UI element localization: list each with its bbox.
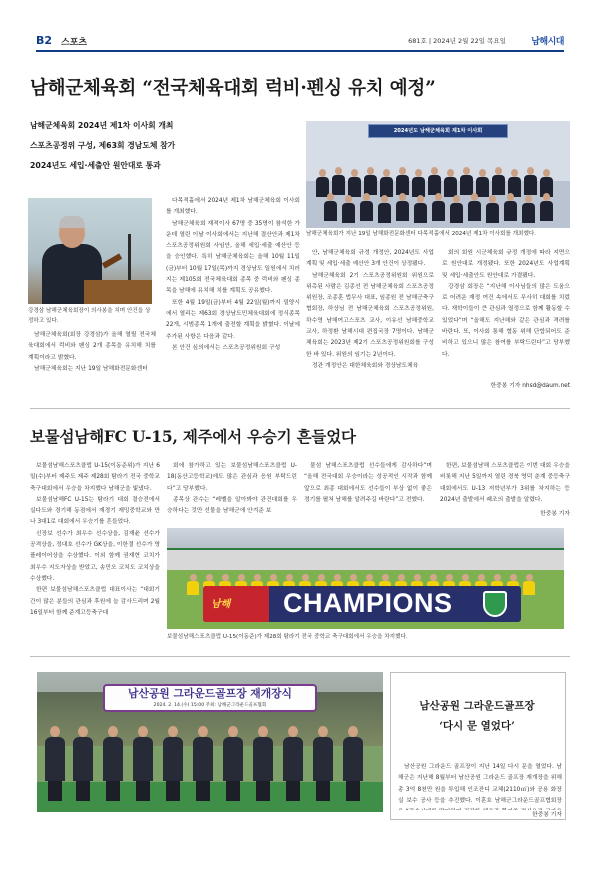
paragraph: 한편, 보물섬남해 스포츠클럽은 이번 대회 우승을 비롯해 지난 5일까지 열린 경북 영덕 춘계 중등축구대회에서도 U-13 저학년부가 3위를 차지하는 등 2024년 출발에서 쾌조의 출발을 알렸다.	[440, 463, 570, 503]
paragraph: 보물섬남해FC U-15는 탐라기 대회 결승전에서 실다도와 경기해 동점에서 재경기 재밍중학교와 만나 3대1로 대회에서 우승기를 흔들었다.	[30, 496, 160, 526]
photo-golf-ceremony[interactable]	[37, 672, 383, 812]
paragraph: 안, 남해군체육회 규정 개정안, 2024년도 사업계획 및 세입·세출 예산안 3개 안건이 상정됐다.	[306, 250, 434, 268]
article2-column-2	[167, 461, 297, 521]
article3-body	[398, 762, 562, 810]
article1-subhead-3: 2024년도 세입·세출안 원안대로 통과	[30, 161, 161, 170]
article2-column-1	[30, 461, 160, 651]
section-divider	[30, 656, 570, 657]
paragraph: 신장보 선수가 최우수 선수상을, 김재윤 선수가 공격상을, 정대호 선수가 GK상을, 이한결 선수가 영플레이어상을 수상했다. 이외 함께 권재현 코치가 최우수 지도자상을 받았고, 송민오 코치도 코치상을 수상했다.	[30, 530, 160, 582]
photo3-caption: 보물섬남해스포츠클럽 U-15(이동준)가 제28회 탐라기 전국 중학교 축구대회에서 우승을 차지했다.	[167, 634, 408, 640]
article1-column-1	[28, 330, 156, 400]
paragraph: 남해군체육회 재적이사 67명 중 35명이 참석한 가운데 열린 이날 이사회에서는 지난해 결산안과 제1차 스포츠공정위원회 사임안, 올해 세입·세출 예산안 등을 승인했다. 특히 남해군체육회는 올해 10월 11일(금)부터 10월 17일(목)까지 경상남도 일원에서 치러지는 제105회 전국체육대회 종목 중 럭비와 펜싱 종목을 남해에 유치해 치를 계획도 공유했다.	[166, 220, 300, 295]
article1-column-2	[166, 196, 300, 400]
page-header	[36, 33, 564, 51]
photo1-caption: 강경삼 남해군체육회장이 의사봉을 치며 안건을 상정하고 있다.	[28, 308, 151, 324]
header-rule	[36, 50, 564, 52]
champions-banner	[203, 586, 521, 622]
ceremony-banner	[103, 684, 317, 712]
ceremony-banner-title: 남산공원 그라운드골프장 재개장식	[128, 687, 292, 700]
article2-headline[interactable]: 보물섬남해FC U-15, 제주에서 우승기 흔들었다	[30, 427, 356, 446]
article1-column-4	[442, 248, 570, 378]
paragraph: 물섬 남해스포츠클럽 선수들에게 감사하다”며 “올해 전국대회 우승이라는 성공적인 시작과 함께 앞으로 최종 대회에서도 선수들이 부상 없이 좋은 경기를 펼쳐 남해를 알려주길 바란다”고 전했다.	[304, 463, 432, 503]
page-number: B2	[36, 34, 53, 47]
photo2-caption: 남해군체육회가 지난 19일 남해화전문화센터 다목적홀에서 2024년 제1차 이사회를 개최했다.	[306, 231, 537, 237]
photo-chairman-gavel[interactable]	[28, 198, 152, 304]
article1-column-3	[306, 248, 434, 396]
paragraph: 종목상 관수는 “레벨을 알아봐야 관건대회를 우승하다는 것만 선물을 남해군에 안겨준 보	[167, 496, 297, 515]
paragraph: 강경삼 회장은 “지난해 이사님들의 많은 도움으로 어려운 재정 여건 속에서도 무사히 대회를 치렀다. 재학이들이 큰 관심과 열정으로 함께 활동할 수 있었다”며 “올해도 지난해와 같은 관심과 격려를 바란다. 또, 이사회 통해 협동 위해 단합되어도 준비하고 있으니 많은 참여를 부탁드린다”고 당부했다.	[442, 283, 570, 358]
article1-credit: 한중봉 기자 nhsd@daum.net	[490, 383, 570, 389]
paragraph: 한편 보물섬남해스포츠클럽 대표이사는 “대회기간이 많은 분들의 관심과 후원에 늘 감사드리며 2월 16일부터 함께 준계고등축구대	[30, 587, 160, 616]
paragraph: 회에 참가하고 있는 보물섬남해스포츠클럽 U-18(동산고등학교)에도 많은 관심과 응원 부탁드린다”고 당부했다.	[167, 463, 297, 492]
paragraph: 남해군체육회 2기 스포츠공정위원회 위원으로 위촉된 사람은 김종선 전 남해군체육회 스포츠공정위원장, 조종훈 법무사 대표, 임종원 전 남해군축구협회장, 하상님 전 남해군체육회 스포츠공정위원, 하수영 남해여고스포츠 교사, 이유선 남해중학교 교사, 하정환 남해시대 편집국장 7명이다. 남해군체육회는 2023년 제2기 스포츠공정위원회를 구성한 바 있다. 위원의 임기는 2년이다.	[306, 272, 434, 358]
team-logo-text: 남해	[211, 599, 231, 610]
paragraph: 본 안건 심의에서는 스포츠공정위원회 구성	[172, 344, 281, 351]
paragraph: 회의 회원 시군체육회 규정 개정에 따라 지면으로 원안대로 개정됐다. 또한 2024년도 사업계획 및 세입·세출안도 원안대로 가결됐다.	[442, 250, 570, 279]
ceremony-banner-date: 2024. 2. 14.(수) 15:00 주최: 남해군그라운드골프협회	[153, 703, 267, 708]
photo-champions-team[interactable]	[167, 528, 564, 629]
photo-board-meeting[interactable]	[306, 121, 570, 228]
article1-subhead-1: 남해군체육회 2024년 제1차 이사회 개최	[30, 121, 174, 130]
newspaper-logo[interactable]: 남해시대	[531, 37, 564, 47]
article3-title-line-2: ‘다시 문 열었다’	[439, 720, 515, 732]
paragraph: 남해군체육회(회장 강경삼)가 올해 열릴 전국체육대회에서 럭비와 펜싱 2개 종목을 유치해 치를 계획이라고 밝혔다.	[28, 332, 156, 361]
meeting-banner: 2024년도 남해군체육회 제1차 이사회	[368, 124, 508, 138]
article3-title-line-1: 남산공원 그라운드골프장	[419, 700, 535, 712]
section-label: 스포츠	[61, 38, 88, 48]
article3-credit: 한중봉 기자	[532, 812, 562, 818]
section-divider	[30, 408, 570, 409]
paragraph: 남해군체육회는 지난 19일 남해화전문화센터	[34, 365, 148, 372]
article1-subhead-2: 스포츠공정위 구성, 제63회 경남도체 참가	[30, 141, 176, 150]
article2-column-3	[304, 461, 432, 521]
article1-headline[interactable]: 남해군체육회 “전국체육대회 럭비·펜싱 유치 예정”	[30, 78, 436, 99]
issue-info: 681호 | 2024년 2월 22일 목요일	[408, 37, 506, 45]
paragraph: 다목적홀에서 2024년 제1차 남해군체육회 이사회를 개최했다.	[166, 198, 300, 216]
article2-credit: 한중봉 기자	[540, 511, 570, 517]
paragraph: 정관 개정안은 대한체육회와 경상남도체육	[312, 362, 419, 369]
paragraph: 보물섬남해스포츠클럽 U-15(이동준위)가 지난 6일(수)부터 제주도 제주 제28회 탐라기 전국 중학교 축구대회에서 우승을 차지했다 남해군을 빛냈다.	[30, 463, 160, 492]
team-emblem-icon	[483, 591, 507, 617]
paragraph: 또한 4월 19일(금)부터 4월 22일(월)까지 밀양시에서 열리는 제63회 경상남도민체육대회에 정식종목 22개, 시범종목 1개에 출전할 계획을 밝혔다. 이날에 추가된 사항은 다음과 같다.	[166, 299, 300, 340]
article3-title[interactable]	[402, 696, 552, 736]
champions-text: CHAMPIONS	[283, 588, 453, 618]
paragraph: 남산공원 그라운드 골프장이 지난 14일 다시 문을 열었다. 남해군은 지난해 8월부터 남산공원 그라운드 골프장 재개장을 위해 총 3억 8천만 원을 투입해 인조잔디 교체(2110㎡)와 공용 화장실 보수 공사 등을 추진했다. 이훈호 남해군그라운드골프협회장	[398, 764, 562, 804]
